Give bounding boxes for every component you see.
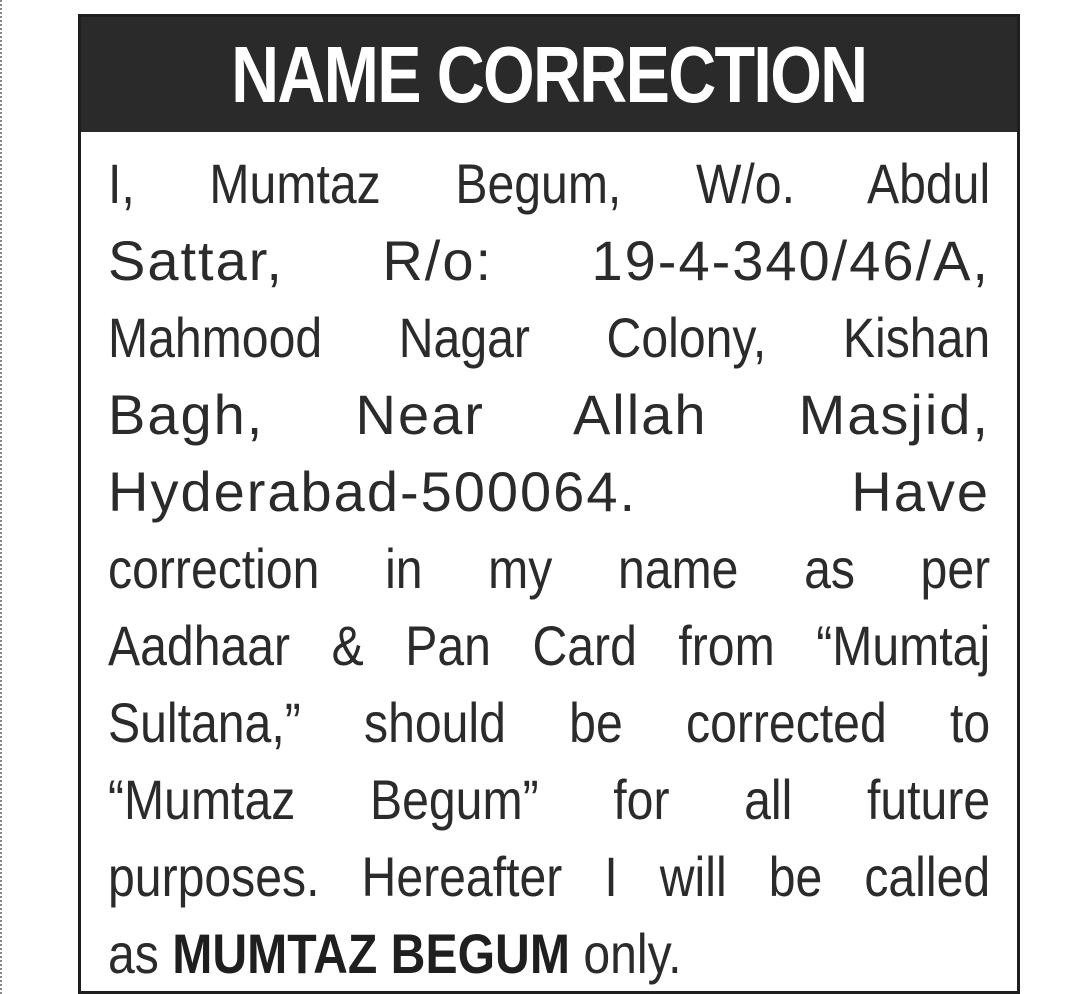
- body-line: I, Mumtaz Begum, W/o. Abdul: [108, 152, 991, 215]
- body-line: correction in my name as per: [108, 537, 991, 600]
- body-line: Sattar, R/o: 19-4-340/46/A,: [108, 229, 990, 292]
- body-line: Hyderabad-500064. Have: [108, 460, 990, 523]
- closing-suffix: only.: [569, 922, 682, 985]
- closing-line: [108, 915, 990, 992]
- body-line: Aadhaar & Pan Card from “Mumtaj: [108, 614, 991, 677]
- body-line: Mahmood Nagar Colony, Kishan: [108, 306, 991, 369]
- ad-title: NAME CORRECTION: [231, 29, 867, 119]
- ad-body: [108, 145, 990, 992]
- cut-line-divider: [0, 0, 4, 994]
- body-line: Sultana,” should be corrected to: [108, 691, 991, 754]
- title-banner: [81, 17, 1017, 132]
- declared-name: MUMTAZ BEGUM: [172, 922, 570, 985]
- body-line: Bagh, Near Allah Masjid,: [108, 383, 990, 446]
- body-line: “Mumtaz Begum” for all future: [108, 768, 991, 831]
- closing-prefix: as: [108, 922, 173, 985]
- classified-ad: [78, 14, 1020, 994]
- body-line: purposes. Hereafter I will be called: [108, 845, 991, 908]
